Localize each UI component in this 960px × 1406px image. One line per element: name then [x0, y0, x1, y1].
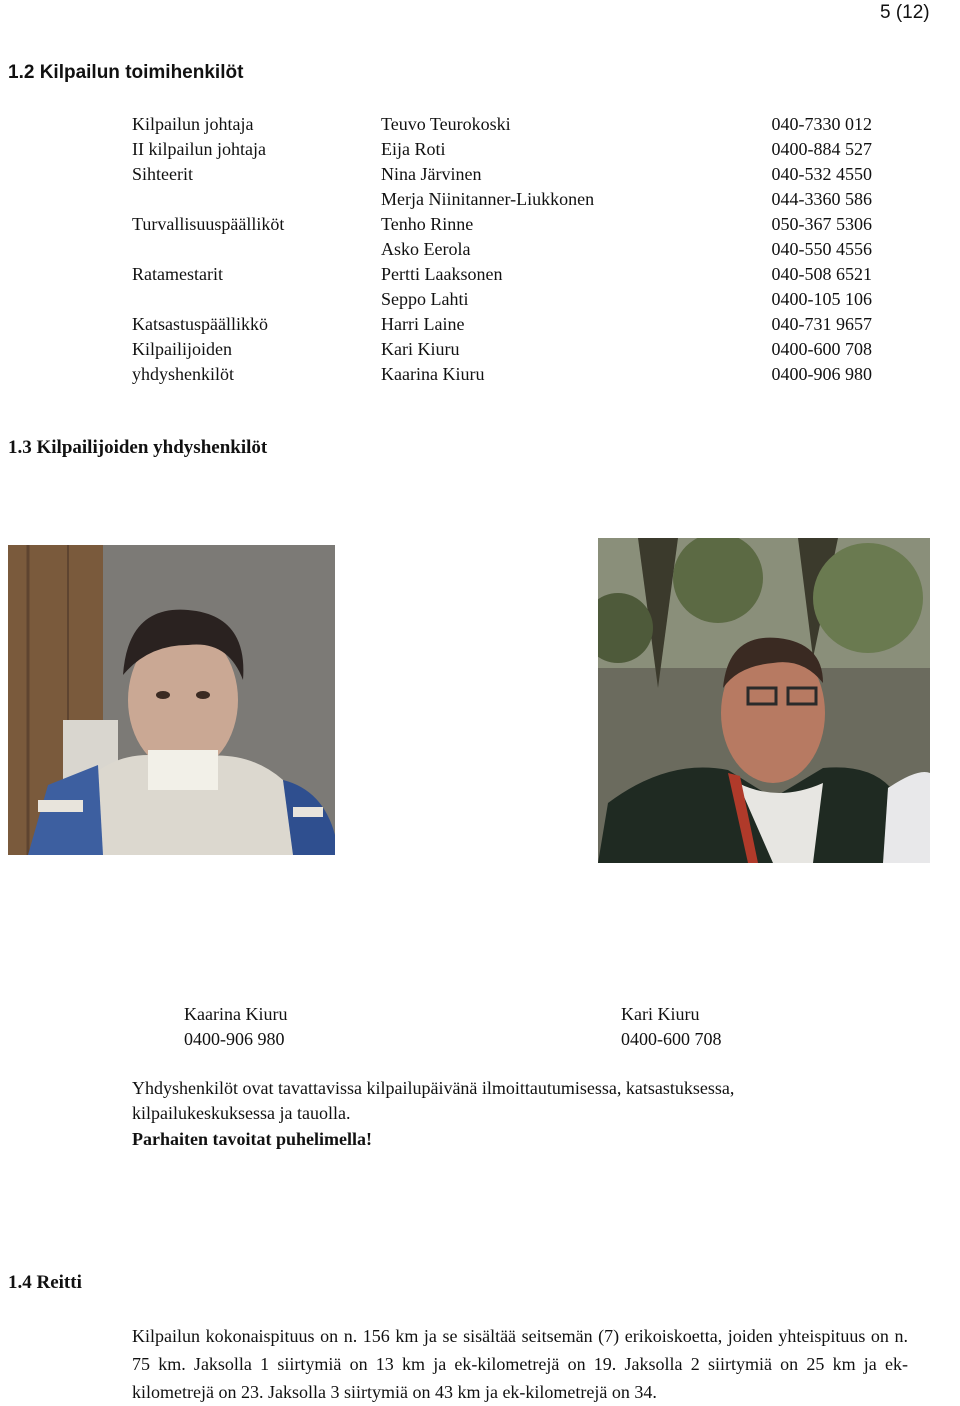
phone-number: 044-3360 586 [771, 189, 872, 209]
role: Katsastuspäällikkö [132, 314, 268, 334]
officials-row [132, 112, 872, 137]
role: Sihteerit [132, 164, 193, 184]
officials-row [132, 262, 872, 287]
role: yhdyshenkilöt [132, 364, 234, 384]
person-name: Pertti Laaksonen [381, 264, 503, 284]
contacts-emphasis: Parhaiten tavoitat puhelimella! [132, 1129, 372, 1149]
contacts-heading: 1.3 Kilpailijoiden yhdyshenkilöt [8, 437, 268, 458]
phone-number: 0400-105 106 [771, 289, 872, 309]
officials-row [132, 312, 872, 337]
person-name: Nina Järvinen [381, 164, 482, 184]
person-name: Teuvo Teurokoski [381, 114, 511, 134]
contacts-description: Yhdyshenkilöt ovat tavattavissa kilpailupäivänä ilmoittautumisessa, katsastuksessa, kilpailukeskuksessa ja tauolla. [132, 1078, 735, 1123]
person-name: Harri Laine [381, 314, 465, 334]
role: Kilpailun johtaja [132, 114, 254, 134]
role: II kilpailun johtaja [132, 139, 266, 159]
page-number: 5 (12) [880, 2, 930, 23]
role: Kilpailijoiden [132, 339, 232, 359]
person-name: Seppo Lahti [381, 289, 469, 309]
portrait-man-photo [598, 538, 930, 863]
contact-left-phone: 0400-906 980 [184, 1029, 285, 1049]
phone-number: 040-508 6521 [771, 264, 872, 284]
phone-number: 040-731 9657 [771, 314, 872, 334]
person-name: Kaarina Kiuru [381, 364, 485, 384]
officials-row [132, 162, 872, 187]
route-heading: 1.4 Reitti [8, 1272, 82, 1293]
phone-number: 0400-600 708 [771, 339, 872, 359]
person-name: Eija Roti [381, 139, 446, 159]
officials-heading: 1.2 Kilpailun toimihenkilöt [8, 62, 244, 83]
person-name: Tenho Rinne [381, 214, 474, 234]
officials-row [132, 337, 872, 362]
officials-row [132, 287, 872, 312]
phone-number: 0400-906 980 [771, 364, 872, 384]
officials-row [132, 237, 872, 262]
officials-row [132, 362, 872, 387]
phone-number: 040-7330 012 [771, 114, 872, 134]
person-name: Merja Niinitanner-Liukkonen [381, 189, 595, 209]
contact-right-phone: 0400-600 708 [621, 1029, 722, 1049]
phone-number: 040-532 4550 [771, 164, 872, 184]
officials-row [132, 137, 872, 162]
role: Ratamestarit [132, 264, 223, 284]
phone-number: 040-550 4556 [771, 239, 872, 259]
person-name: Kari Kiuru [381, 339, 460, 359]
officials-row [132, 212, 872, 237]
phone-number: 0400-884 527 [771, 139, 872, 159]
contact-left-name: Kaarina Kiuru [184, 1004, 288, 1024]
route-text: Kilpailun kokonaispituus on n. 156 km ja se sisältää seitsemän (7) erikoiskoetta, joiden yhteispituus on n. 75 km. Jaksolla 1 siirtymiä on 13 km ja ek-kilometrejä on 19. Jaksolla 2 siirtymiä on 25 km ja ek-kilometrejä on 23. Jaksolla 3 siirtymiä on 43 km ja ek-kilometrejä on 34. [132, 1326, 908, 1402]
role: Turvallisuuspäälliköt [132, 214, 285, 234]
portrait-woman-photo [8, 545, 335, 855]
route-paragraph [132, 1322, 908, 1406]
phone-number: 050-367 5306 [771, 214, 872, 234]
officials-row [132, 187, 872, 212]
person-name: Asko Eerola [381, 239, 471, 259]
contact-right-name: Kari Kiuru [621, 1004, 700, 1024]
